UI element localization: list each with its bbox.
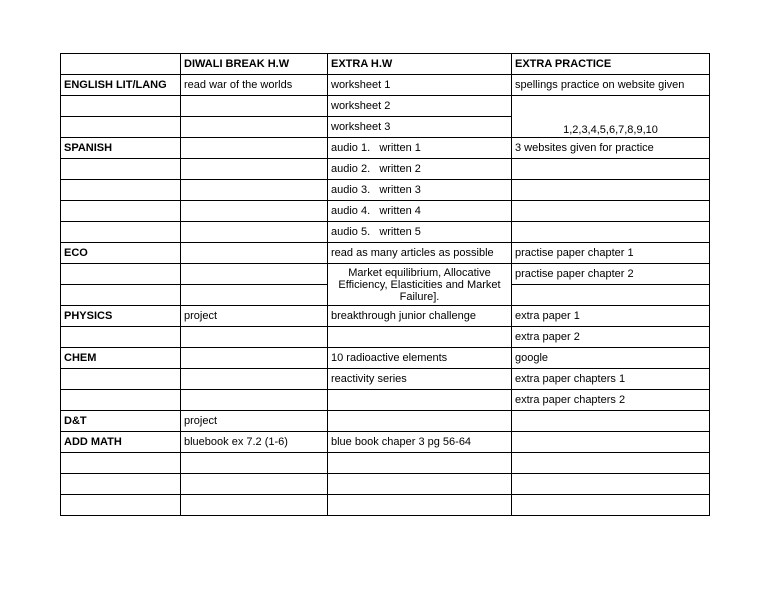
- diwali-cell-english[interactable]: read war of the worlds: [181, 75, 328, 96]
- subject-cell-empty[interactable]: [61, 285, 181, 306]
- subject-cell-empty[interactable]: [61, 180, 181, 201]
- table-row: [61, 453, 710, 474]
- table-row: [61, 306, 710, 327]
- diwali-cell-empty[interactable]: [181, 390, 328, 411]
- diwali-cell-empty[interactable]: [181, 474, 328, 495]
- table-row: [61, 159, 710, 180]
- table-row: [61, 243, 710, 264]
- extra-hw-cell-empty[interactable]: [328, 453, 512, 474]
- table-row: [61, 138, 710, 159]
- subject-cell-empty[interactable]: [61, 96, 181, 117]
- practice-cell-empty[interactable]: [512, 222, 710, 243]
- extra-hw-cell-chem-2[interactable]: reactivity series: [328, 369, 512, 390]
- extra-hw-cell-empty[interactable]: [328, 495, 512, 516]
- table-row: [61, 432, 710, 453]
- practice-cell-empty[interactable]: [512, 453, 710, 474]
- diwali-cell-addmath[interactable]: bluebook ex 7.2 (1-6): [181, 432, 328, 453]
- extra-hw-cell-empty[interactable]: [328, 411, 512, 432]
- practice-cell-empty[interactable]: [512, 432, 710, 453]
- header-diwali-cell[interactable]: DIWALI BREAK H.W: [181, 54, 328, 75]
- table-row: [61, 75, 710, 96]
- subject-cell-english[interactable]: ENGLISH LIT/LANG: [61, 75, 181, 96]
- subject-cell-empty[interactable]: [61, 390, 181, 411]
- diwali-cell-empty[interactable]: [181, 243, 328, 264]
- table-row: [61, 264, 710, 285]
- subject-cell-empty[interactable]: [61, 117, 181, 138]
- subject-cell-empty[interactable]: [61, 201, 181, 222]
- practice-cell-english-1[interactable]: spellings practice on website given: [512, 75, 710, 96]
- header-row: [61, 54, 710, 75]
- table-row: [61, 495, 710, 516]
- table-row: [61, 348, 710, 369]
- extra-hw-cell-spanish-5[interactable]: audio 5. written 5: [328, 222, 512, 243]
- practice-cell-empty[interactable]: [512, 285, 710, 306]
- practice-cell-empty[interactable]: [512, 201, 710, 222]
- practice-cell-chem-1[interactable]: google: [512, 348, 710, 369]
- extra-hw-cell-spanish-1[interactable]: audio 1. written 1: [328, 138, 512, 159]
- practice-cell-empty[interactable]: [512, 474, 710, 495]
- practice-cell-chem-2[interactable]: extra paper chapters 1: [512, 369, 710, 390]
- subject-cell-spanish[interactable]: SPANISH: [61, 138, 181, 159]
- extra-hw-cell-eco-1[interactable]: read as many articles as possible: [328, 243, 512, 264]
- table-row: [61, 96, 710, 117]
- diwali-cell-empty[interactable]: [181, 369, 328, 390]
- subject-cell-addmath[interactable]: ADD MATH: [61, 432, 181, 453]
- diwali-cell-physics[interactable]: project: [181, 306, 328, 327]
- practice-cell-spanish-1[interactable]: 3 websites given for practice: [512, 138, 710, 159]
- header-extra-practice-cell[interactable]: EXTRA PRACTICE: [512, 54, 710, 75]
- extra-hw-cell-chem-1[interactable]: 10 radioactive elements: [328, 348, 512, 369]
- diwali-cell-empty[interactable]: [181, 96, 328, 117]
- diwali-cell-empty[interactable]: [181, 453, 328, 474]
- practice-cell-physics-2[interactable]: extra paper 2: [512, 327, 710, 348]
- practice-cell-empty[interactable]: [512, 411, 710, 432]
- table-row: [61, 201, 710, 222]
- subject-cell-empty[interactable]: [61, 264, 181, 285]
- diwali-cell-empty[interactable]: [181, 348, 328, 369]
- table-row: [61, 180, 710, 201]
- diwali-cell-empty[interactable]: [181, 138, 328, 159]
- subject-cell-empty[interactable]: [61, 222, 181, 243]
- subject-cell-empty[interactable]: [61, 453, 181, 474]
- subject-cell-chem[interactable]: CHEM: [61, 348, 181, 369]
- practice-cell-empty[interactable]: [512, 159, 710, 180]
- extra-hw-cell-empty[interactable]: [328, 327, 512, 348]
- practice-cell-eco-1[interactable]: practise paper chapter 1: [512, 243, 710, 264]
- subject-cell-empty[interactable]: [61, 159, 181, 180]
- diwali-cell-empty[interactable]: [181, 264, 328, 285]
- subject-cell-eco[interactable]: ECO: [61, 243, 181, 264]
- subject-cell-dt[interactable]: D&T: [61, 411, 181, 432]
- diwali-cell-empty[interactable]: [181, 180, 328, 201]
- extra-hw-cell-empty[interactable]: [328, 390, 512, 411]
- extra-hw-cell-empty[interactable]: [328, 474, 512, 495]
- extra-hw-cell-spanish-2[interactable]: audio 2. written 2: [328, 159, 512, 180]
- subject-cell-empty[interactable]: [61, 495, 181, 516]
- diwali-cell-empty[interactable]: [181, 222, 328, 243]
- table-row: [61, 474, 710, 495]
- table-row: [61, 390, 710, 411]
- subject-cell-physics[interactable]: PHYSICS: [61, 306, 181, 327]
- diwali-cell-empty[interactable]: [181, 327, 328, 348]
- header-subject-cell[interactable]: [61, 54, 181, 75]
- extra-hw-cell-physics-1[interactable]: breakthrough junior challenge: [328, 306, 512, 327]
- diwali-cell-dt[interactable]: project: [181, 411, 328, 432]
- table-row: [61, 327, 710, 348]
- extra-hw-cell-spanish-3[interactable]: audio 3. written 3: [328, 180, 512, 201]
- table-row: [61, 411, 710, 432]
- table-row: [61, 369, 710, 390]
- diwali-cell-empty[interactable]: [181, 285, 328, 306]
- table-row: [61, 222, 710, 243]
- extra-hw-cell-english-2[interactable]: worksheet 2: [328, 96, 512, 117]
- practice-cell-empty[interactable]: [512, 495, 710, 516]
- extra-hw-cell-english-3[interactable]: worksheet 3: [328, 117, 512, 138]
- practice-cell-chem-3[interactable]: extra paper chapters 2: [512, 390, 710, 411]
- practice-cell-eco-2[interactable]: practise paper chapter 2: [512, 264, 710, 285]
- diwali-cell-empty[interactable]: [181, 201, 328, 222]
- extra-hw-cell-spanish-4[interactable]: audio 4. written 4: [328, 201, 512, 222]
- extra-hw-cell-eco-2[interactable]: Market equilibrium, Allocative Efficiency, Elasticities and Market Failure].: [328, 264, 512, 306]
- header-extra-hw-cell[interactable]: EXTRA H.W: [328, 54, 512, 75]
- subject-cell-empty[interactable]: [61, 474, 181, 495]
- diwali-cell-empty[interactable]: [181, 159, 328, 180]
- extra-hw-cell-english-1[interactable]: worksheet 1: [328, 75, 512, 96]
- practice-cell-english-2[interactable]: 1,2,3,4,5,6,7,8,9,10: [512, 96, 710, 138]
- practice-cell-physics-1[interactable]: extra paper 1: [512, 306, 710, 327]
- diwali-cell-empty[interactable]: [181, 495, 328, 516]
- extra-hw-cell-addmath-1[interactable]: blue book chaper 3 pg 56-64: [328, 432, 512, 453]
- practice-cell-empty[interactable]: [512, 180, 710, 201]
- subject-cell-empty[interactable]: [61, 327, 181, 348]
- diwali-cell-empty[interactable]: [181, 117, 328, 138]
- homework-table: [60, 53, 710, 516]
- subject-cell-empty[interactable]: [61, 369, 181, 390]
